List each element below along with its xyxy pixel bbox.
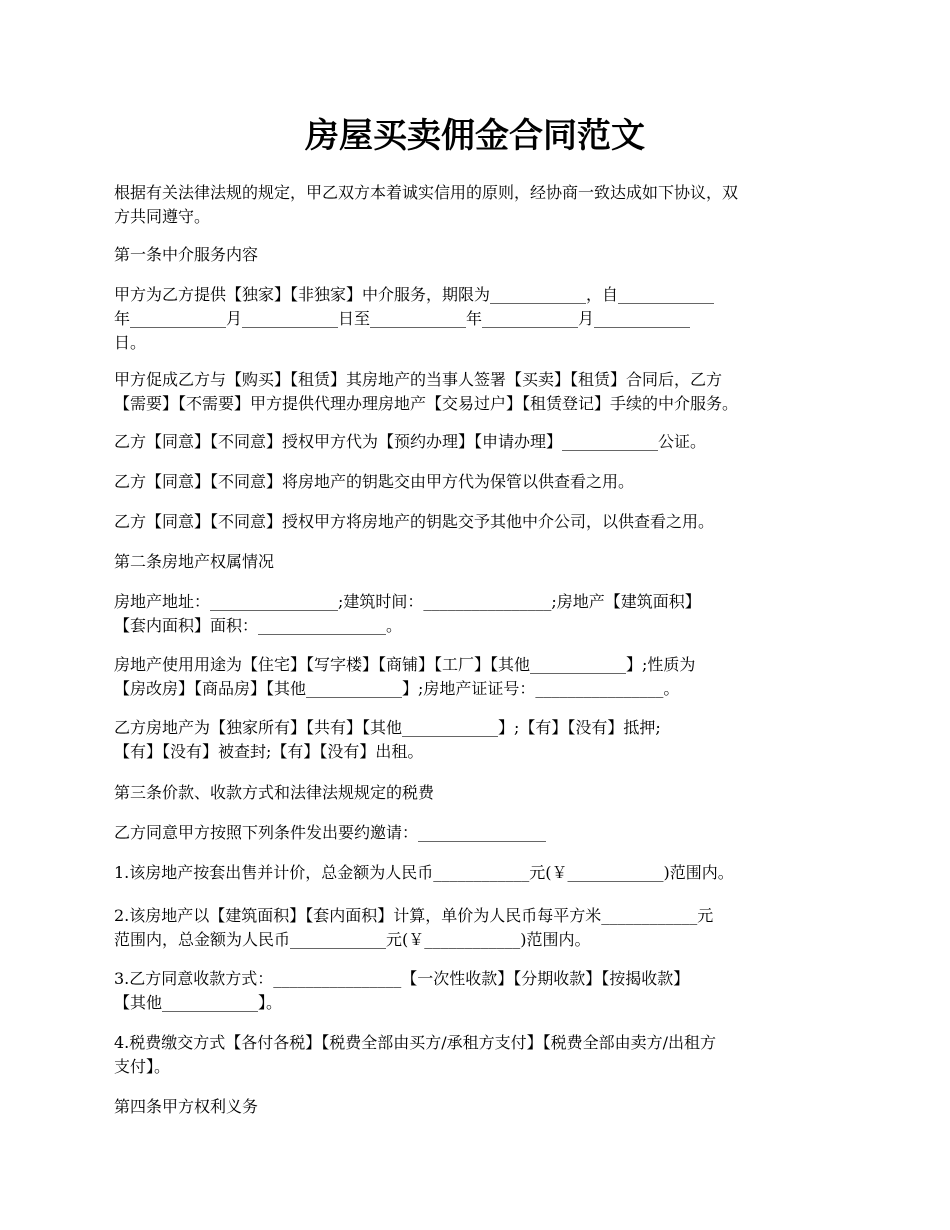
key-transfer-paragraph: 乙方【同意】【不同意】授权甲方将房地产的钥匙交予其他中介公司，以供查看之用。 (114, 512, 715, 531)
clause-1-paragraph: 1.该房地产按套出售并计价，总金额为人民币____________元(￥____________)范围内。 (114, 863, 734, 882)
key-custody-paragraph: 乙方【同意】【不同意】将房地产的钥匙交由甲方代为保管以供查看之用。 (114, 472, 635, 491)
property-address-paragraph: 房地产地址：________________;建筑时间：________________;房地产【建筑面积】 【套内面积】面积：________________。 (114, 592, 701, 635)
notarization-paragraph: 乙方【同意】【不同意】授权甲方代为【预约办理】【申请办理】____________公证。 (114, 432, 707, 451)
intro-paragraph: 根据有关法律法规的规定，甲乙双方本着诚实信用的原则，经协商一致达成如下协议，双 方共同遵守。 (114, 183, 739, 226)
article-3-heading: 第三条价款、收款方式和法律法规规定的税费 (114, 783, 435, 802)
service-term-paragraph: 甲方为乙方提供【独家】【非独家】中介服务，期限为____________，自____________ 年____________月____________日至____________年____________月____________ 日。 (114, 285, 715, 352)
clause-4-paragraph: 4.税费缴交方式【各付各税】【税费全部由买方/承租方支付】【税费全部由卖方/出租方 支付】。 (114, 1033, 717, 1076)
offer-invitation-paragraph: 乙方同意甲方按照下列条件发出要约邀请：________________ (114, 823, 547, 842)
property-usage-paragraph: 房地产使用用途为【住宅】【写字楼】【商铺】【工厂】【其他____________】;性质为 【房改房】【商品房】【其他____________】;房地产证证号：________________。 (114, 655, 696, 698)
article-1-heading: 第一条中介服务内容 (114, 245, 259, 264)
clause-2-paragraph: 2.该房地产以【建筑面积】【套内面积】计算，单价为人民币每平方米____________元 范围内，总金额为人民币____________元(￥____________)范围内。 (114, 906, 714, 949)
document-title: 房屋买卖佣金合同范文 (305, 116, 645, 156)
property-ownership-paragraph: 乙方房地产为【独家所有】【共有】【其他____________】;【有】【没有】抵押; 【有】【没有】被查封;【有】【没有】出租。 (114, 718, 661, 761)
agency-service-paragraph: 甲方促成乙方与【购买】【租赁】其房地产的当事人签署【买卖】【租赁】合同后，乙方 【需要】【不需要】甲方提供代理办理房地产【交易过户】【租赁登记】手续的中介服务。 (114, 370, 739, 413)
article-2-heading: 第二条房地产权属情况 (114, 552, 275, 571)
clause-3-paragraph: 3.乙方同意收款方式：________________【一次性收款】【分期收款】【按揭收款】 【其他____________】。 (114, 969, 690, 1012)
article-4-heading: 第四条甲方权利义务 (114, 1097, 259, 1116)
